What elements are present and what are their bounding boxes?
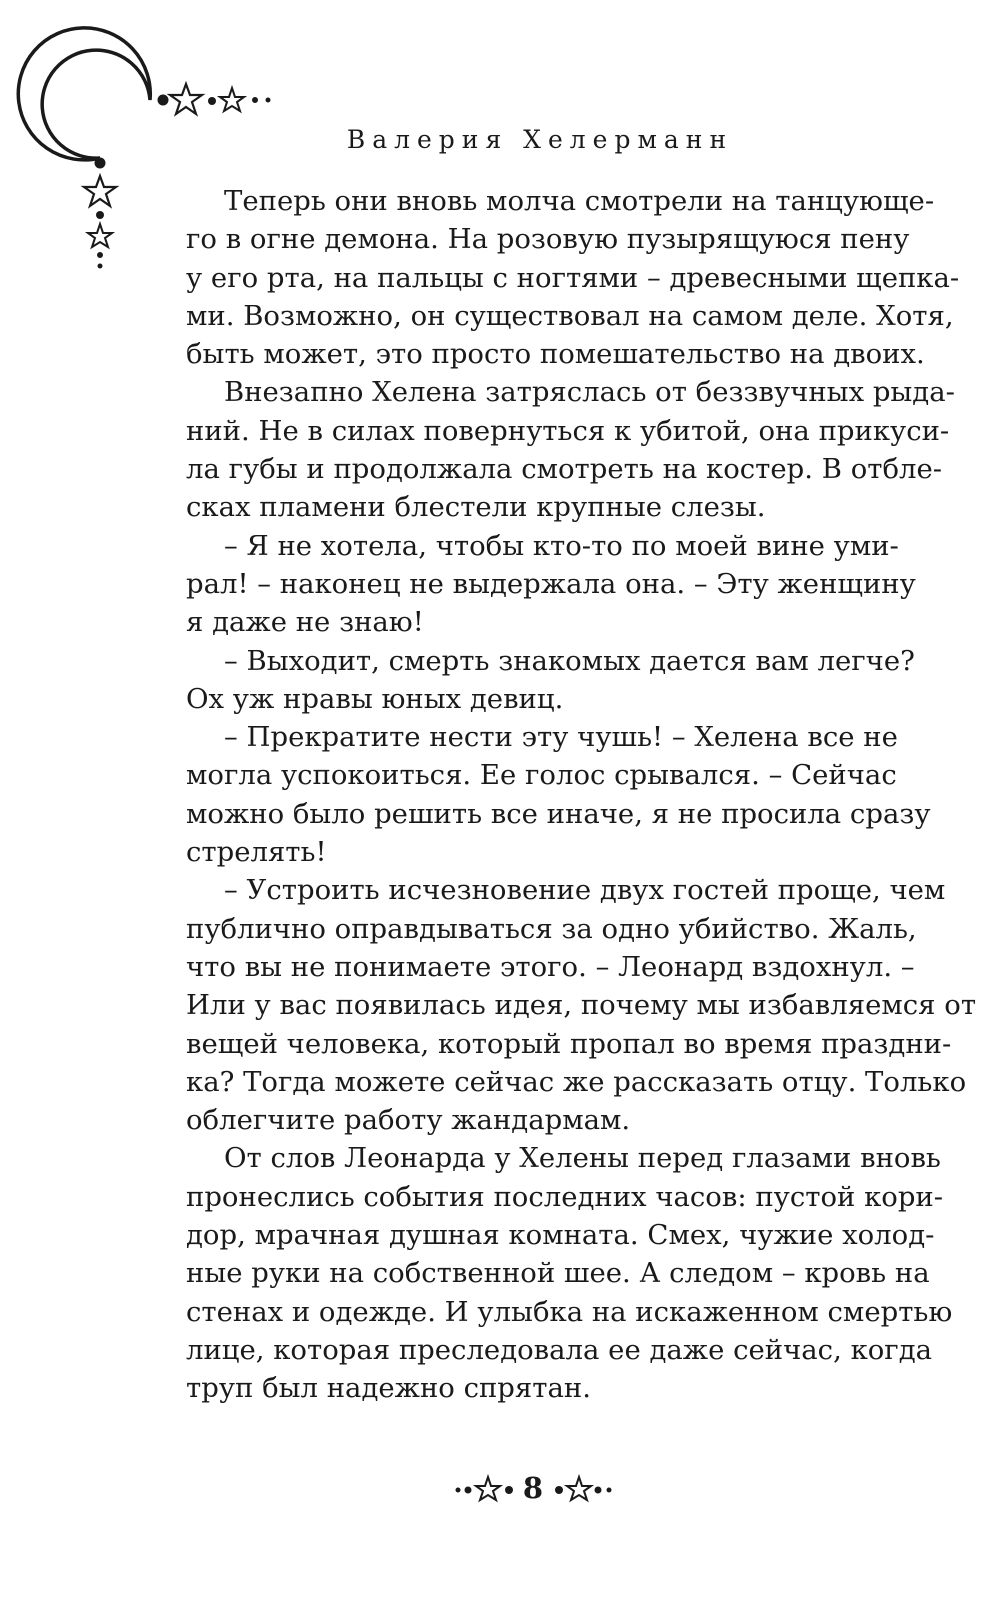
text-line: ний. Не в силах повернуться к убитой, она прикуси- bbox=[186, 414, 950, 447]
text-line: – Прекратите нести эту чушь! – Хелена все не bbox=[224, 721, 898, 754]
text-line: Внезапно Хелена затряслась от беззвучных рыда- bbox=[224, 376, 955, 409]
text-line: лице, которая преследовала ее даже сейчас, когда bbox=[186, 1333, 933, 1366]
text-line: публично оправдываться за одно убийство. Жаль, bbox=[186, 912, 917, 945]
text-line: Теперь они вновь молча смотрели на танцующе- bbox=[224, 185, 935, 217]
text-line: могла успокоиться. Ее голос срывался. – Сейчас bbox=[186, 759, 897, 792]
text-line: вещей человека, который пропал во время праздни- bbox=[186, 1027, 952, 1060]
running-head: Валерия Хелерманн bbox=[346, 125, 734, 154]
text-line: у его рта, на пальцы с ногтями – древесными щепка- bbox=[186, 261, 960, 294]
text-line: стенах и одежде. И улыбка на искаженном смертью bbox=[186, 1295, 953, 1328]
text-line: го в огне демона. На розовую пузырящуюся пену bbox=[186, 223, 910, 256]
text-line: пронеслись события последних часов: пустой кори- bbox=[186, 1180, 944, 1213]
text-line: сках пламени блестели крупные слезы. bbox=[186, 491, 766, 524]
text-line: стрелять! bbox=[186, 836, 327, 869]
text-line: ми. Возможно, он существовал на самом деле. Хотя, bbox=[186, 299, 954, 332]
text-line: Или у вас появилась идея, почему мы избавляемся от bbox=[186, 989, 977, 1022]
folio bbox=[0, 1470, 1000, 1506]
text-line: От слов Леонарда у Хелены перед глазами вновь bbox=[224, 1142, 941, 1175]
text-line: быть может, это просто помешательство на двоих. bbox=[186, 338, 925, 371]
text-line: ла губы и продолжала смотреть на костер. В отбле- bbox=[186, 453, 943, 486]
text-line: – Устроить исчезновение двух гостей проще, чем bbox=[224, 874, 946, 907]
text-line: облегчите работу жандармам. bbox=[186, 1104, 631, 1137]
star-dots-icon bbox=[0, 1470, 1000, 1506]
text-line: Ох уж нравы юных девиц. bbox=[186, 682, 564, 715]
text-line: – Я не хотела, чтобы кто-то по моей вине уми- bbox=[224, 529, 899, 562]
text-line: я даже не знаю! bbox=[186, 606, 424, 639]
text-line: труп был надежно спрятан. bbox=[186, 1372, 591, 1405]
text-line: можно было решить все иначе, я не просила сразу bbox=[186, 797, 931, 830]
text-line: рал! – наконец не выдержала она. – Эту женщину bbox=[186, 567, 916, 600]
text-line: что вы не понимаете этого. – Леонард вздохнул. – bbox=[186, 950, 915, 983]
text-line: дор, мрачная душная комната. Смех, чужие холод- bbox=[186, 1219, 935, 1252]
text-line: ные руки на собственной шее. А следом – кровь на bbox=[186, 1257, 930, 1290]
body-text bbox=[186, 182, 977, 1408]
text-line: ка? Тогда можете сейчас же рассказать отцу. Только bbox=[186, 1065, 967, 1098]
text-line: – Выходит, смерть знакомых дается вам легче? bbox=[224, 644, 915, 677]
page-number: 8 bbox=[522, 1471, 544, 1505]
